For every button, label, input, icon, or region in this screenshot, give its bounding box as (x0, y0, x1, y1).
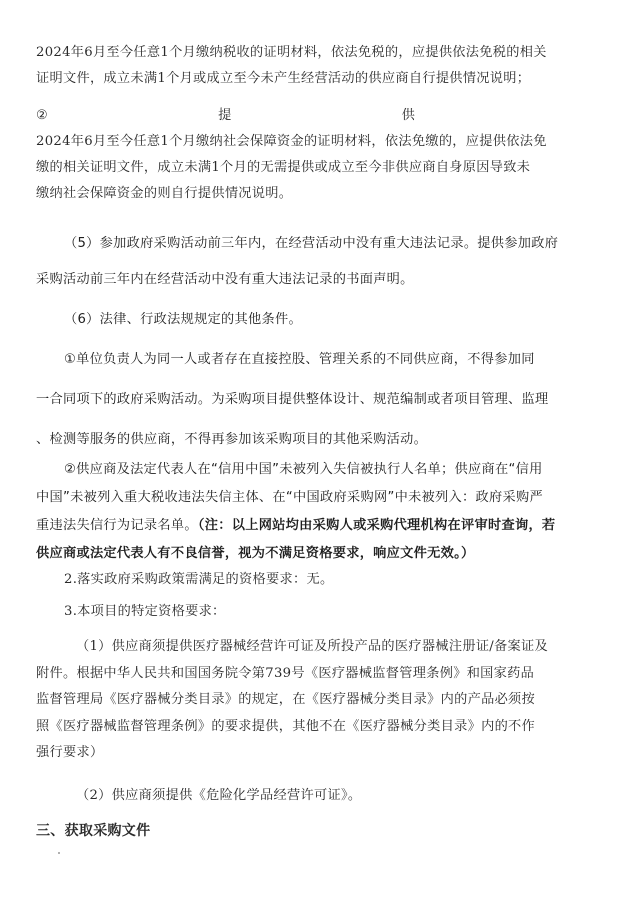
text-line: （2）供应商须提供《危险化学品经营许可证》。 (76, 788, 362, 803)
text-line: 附件。根据中华人民共和国国务院令第739号《医疗器械监督管理条例》和国家药品 (36, 665, 535, 681)
text-bold-note: 供应商或法定代表人有不良信誉，视为不满足资格要求，响应文件无效。） (36, 546, 475, 561)
paragraph-policy-requirement (36, 568, 606, 592)
text-line: 2024年6月至今任意1个月缴纳税收的证明材料，依法免税的，应提供依法免税的相关 (36, 45, 547, 60)
paragraph-credit-check (36, 456, 606, 568)
paragraph-medical-device-license (36, 634, 606, 767)
text-bold-note: （注：以上网站均由采购人或采购代理机构在评审时查询，若 (197, 518, 556, 533)
paragraph-other-conditions (36, 302, 606, 338)
paragraph-no-violation (36, 226, 606, 298)
spread-line (36, 103, 606, 129)
text-line: 一合同项下的政府采购活动。为采购项目提供整体设计、规范编制或者项目管理、监理 (36, 392, 549, 407)
text-line: 监督管理局《医疗器械分类目录》的规定，在《医疗器械分类目录》内的产品必须按 (36, 692, 536, 707)
text-line: （1）供应商须提供医疗器械经营许可证及所投产品的医疗器械注册证/备案证及 (76, 639, 549, 654)
paragraph-related-supplier (36, 340, 606, 460)
paragraph-specific-requirements (36, 600, 606, 624)
text-line: 证明文件，成立未满1个月或成立至今未产生经营活动的供应商自行提供情况说明； (36, 71, 531, 86)
text-line: ①单位负责人为同一人或者存在直接控股、管理关系的不同供应商，不得参加同 (64, 352, 535, 367)
paragraph-hazardous-chemicals (36, 784, 606, 808)
text-line: 照《医疗器械监督管理条例》的要求提供，其他不在《医疗器械分类目录》内的不作 (36, 718, 536, 734)
text-line: （6）法律、行政法规规定的其他条件。 (64, 312, 302, 327)
scan-speck (58, 852, 60, 854)
text-line: 、检测等服务的供应商，不得再参加该采购项目的其他采购活动。 (36, 432, 428, 447)
text-line: 缴纳社会保障资金的则自行提供情况说明。 (36, 186, 293, 201)
text-normal: 重违法失信行为记录名单。 (36, 518, 198, 533)
spread-word: 供 (401, 108, 416, 123)
text-line: 采购活动前三年内在经营活动中没有重大违法记录的书面声明。 (36, 272, 414, 287)
text-line: 2.落实政府采购政策需满足的资格要求：无。 (64, 572, 334, 587)
section-heading: 三、获取采购文件 (36, 823, 151, 839)
text-line: 中国”未被列入重大税收违法失信主体、在“中国政府采购网”中未被列入：政府采购严 (36, 490, 543, 505)
paragraph-tax-proof (36, 40, 606, 92)
item-marker: ② (36, 108, 49, 123)
text-line: 2024年6月至今任意1个月缴纳社会保障资金的证明材料，依法免缴的，应提供依法免 (36, 134, 547, 149)
paragraph-social-security-proof (36, 103, 606, 207)
text-line: 3.本项目的特定资格要求： (64, 604, 226, 619)
text-line: 强行要求） (36, 745, 104, 760)
text-line: 缴的相关证明文件，成立未满1个月的无需提供或成立至今非供应商自身原因导致未 (36, 160, 531, 175)
text-line: ②供应商及法定代表人在“信用中国”未被列入失信被执行人名单；供应商在“信用 (64, 462, 543, 477)
text-line (36, 512, 606, 540)
text-line: （5）参加政府采购活动前三年内，在经营活动中没有重大违法记录。提供参加政府 (64, 236, 559, 251)
spread-word: 提 (218, 108, 232, 123)
